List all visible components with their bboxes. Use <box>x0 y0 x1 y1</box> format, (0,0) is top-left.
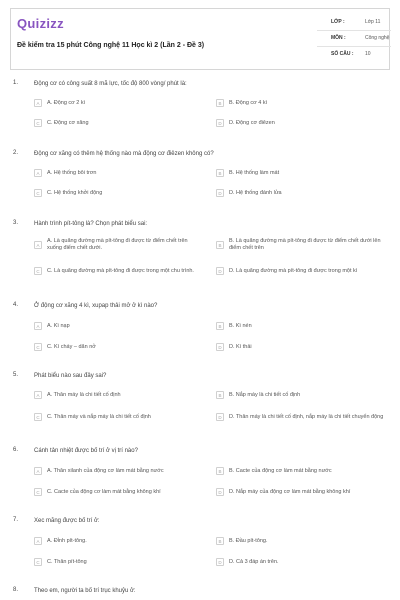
option-b[interactable] <box>216 234 386 256</box>
option-letter: B <box>216 241 224 249</box>
question-number: 4. <box>13 302 19 308</box>
option-text: A. Thân xilanh của động cơ làm mát bằng nước <box>47 467 164 474</box>
question-number: 7. <box>13 517 19 523</box>
option-letter: A <box>34 391 42 399</box>
option-d[interactable] <box>216 485 386 499</box>
option-a[interactable] <box>34 166 204 180</box>
meta-row-subject <box>317 31 391 47</box>
option-text: C. Động cơ xăng <box>47 119 89 126</box>
option-a[interactable] <box>34 96 204 110</box>
option-d[interactable] <box>216 116 386 130</box>
question-text: Hành trình pít-tông là? Chọn phát biểu sai: <box>34 221 148 227</box>
option-letter: D <box>216 558 224 566</box>
option-c[interactable] <box>34 186 204 200</box>
question-text: Xec măng được bố trí ở: <box>34 518 100 524</box>
meta-value: Công nghệ <box>365 35 390 41</box>
option-letter: D <box>216 413 224 421</box>
option-letter: A <box>34 99 42 107</box>
option-d[interactable] <box>216 555 386 569</box>
option-b[interactable] <box>216 96 386 110</box>
question-number: 3. <box>13 220 19 226</box>
option-c[interactable] <box>34 555 204 569</box>
quizizz-logo: Quizizz <box>17 16 64 31</box>
option-text: D. Động cơ điêzen <box>229 119 275 126</box>
question-text: Động cơ xăng có thêm hệ thống nào mà động cơ điêzen không có? <box>34 151 214 157</box>
option-letter: A <box>34 241 42 249</box>
question-number: 8. <box>13 587 19 593</box>
option-letter: C <box>34 343 42 351</box>
option-text: D. Cả 3 đáp án trên. <box>229 558 279 565</box>
question-text: Cánh tản nhiệt được bố trí ở vị trí nào? <box>34 448 138 454</box>
option-text: B. Là quãng đường mà pít-tông đi được từ điểm chết dưới lên điểm chết trên <box>229 238 381 251</box>
option-a[interactable] <box>34 534 204 548</box>
option-letter: C <box>34 189 42 197</box>
option-letter: D <box>216 488 224 496</box>
option-text: D. Thân máy là chi tiết cố định, nắp máy là chi tiết chuyển động <box>229 413 384 420</box>
meta-value: 10 <box>365 51 371 57</box>
option-letter: D <box>216 189 224 197</box>
option-text: C. Cacte của động cơ làm mát bằng không khí <box>47 488 161 495</box>
option-letter: A <box>34 467 42 475</box>
option-a[interactable] <box>34 464 204 478</box>
option-text: A. Thân máy là chi tiết cố định <box>47 391 121 398</box>
option-b[interactable] <box>216 388 386 402</box>
option-text: B. Kì nén <box>229 322 252 329</box>
meta-row-class <box>317 15 391 31</box>
option-text: C. Thân pít-tông <box>47 558 87 565</box>
option-letter: C <box>34 119 42 127</box>
option-text: A. Động cơ 2 kì <box>47 99 86 106</box>
option-text: D. Kì thải <box>229 343 252 350</box>
option-text: B. Cacte của động cơ làm mát bằng nước <box>229 467 332 474</box>
option-letter: A <box>34 322 42 330</box>
worksheet-header <box>10 8 390 70</box>
option-c[interactable] <box>34 485 204 499</box>
option-text: C. Hệ thống khởi động <box>47 189 103 196</box>
option-text: D. Nắp máy của động cơ làm mát bằng không khí <box>229 488 351 495</box>
option-letter: C <box>34 488 42 496</box>
meta-label: SỐ CÂU : <box>331 51 354 57</box>
option-letter: C <box>34 267 42 275</box>
worksheet-title: Đề kiểm tra 15 phút Công nghệ 11 Học kì 2 (Lần 2 - Đề 3) <box>17 42 205 49</box>
question-number: 6. <box>13 447 19 453</box>
question-number: 2. <box>13 150 19 156</box>
option-b[interactable] <box>216 319 386 333</box>
option-text: B. Nắp máy là chi tiết cố định <box>229 391 301 398</box>
option-text: B. Động cơ 4 kì <box>229 99 268 106</box>
option-letter: C <box>34 558 42 566</box>
meta-row-count <box>317 47 391 63</box>
option-text: B. Hệ thống làm mát <box>229 169 280 176</box>
worksheet-meta <box>317 15 391 63</box>
option-letter: B <box>216 169 224 177</box>
option-text: A. Kì nạp <box>47 322 70 329</box>
option-text: C. Thân máy và nắp máy là chi tiết cố định <box>47 413 151 420</box>
option-letter: A <box>34 537 42 545</box>
option-c[interactable] <box>34 260 204 282</box>
option-letter: D <box>216 343 224 351</box>
option-letter: B <box>216 391 224 399</box>
option-d[interactable] <box>216 186 386 200</box>
option-b[interactable] <box>216 534 386 548</box>
question-number: 5. <box>13 372 19 378</box>
option-text: C. Là quãng đường mà pít-tông đi được trong một chu trình. <box>47 267 194 274</box>
option-d[interactable] <box>216 340 386 354</box>
question-text: Động cơ có công suất 8 mã lực, tốc độ 800 vòng/ phút là: <box>34 81 187 87</box>
option-text: C. Kì cháy – dãn nở <box>47 343 96 350</box>
question-number: 1. <box>13 80 19 86</box>
option-a[interactable] <box>34 388 204 402</box>
option-d[interactable] <box>216 260 386 282</box>
option-c[interactable] <box>34 116 204 130</box>
question-text: Theo em, người ta bố trí trục khuỷu ở: <box>34 588 136 594</box>
option-text: B. Đầu pít-tông. <box>229 537 268 544</box>
option-letter: A <box>34 169 42 177</box>
option-d[interactable] <box>216 406 386 428</box>
option-b[interactable] <box>216 464 386 478</box>
question-text: Ở động cơ xăng 4 kì, xupap thải mở ở kì nào? <box>34 303 158 309</box>
option-c[interactable] <box>34 410 204 424</box>
option-a[interactable] <box>34 319 204 333</box>
option-text: A. Hệ thống bôi trơn <box>47 169 97 176</box>
option-text: A. Đỉnh pít-tông. <box>47 537 87 544</box>
option-text: A. Là quãng đường mà pít-tông đi được từ điểm chết trên xuống điểm chết dưới. <box>47 238 188 251</box>
meta-label: MÔN : <box>331 35 346 41</box>
option-text: D. Là quãng đường mà pít-tông đi được trong một kì <box>229 267 358 274</box>
option-text: D. Hệ thống đánh lửa <box>229 189 282 196</box>
meta-value: Lớp 11 <box>365 19 381 25</box>
meta-label: LỚP : <box>331 19 345 25</box>
option-letter: C <box>34 413 42 421</box>
option-a[interactable] <box>34 234 204 256</box>
question-text: Phát biểu nào sau đây sai? <box>34 373 107 379</box>
option-c[interactable] <box>34 340 204 354</box>
option-letter: B <box>216 99 224 107</box>
option-letter: B <box>216 467 224 475</box>
option-letter: B <box>216 322 224 330</box>
option-letter: B <box>216 537 224 545</box>
option-b[interactable] <box>216 166 386 180</box>
option-letter: D <box>216 119 224 127</box>
option-letter: D <box>216 267 224 275</box>
